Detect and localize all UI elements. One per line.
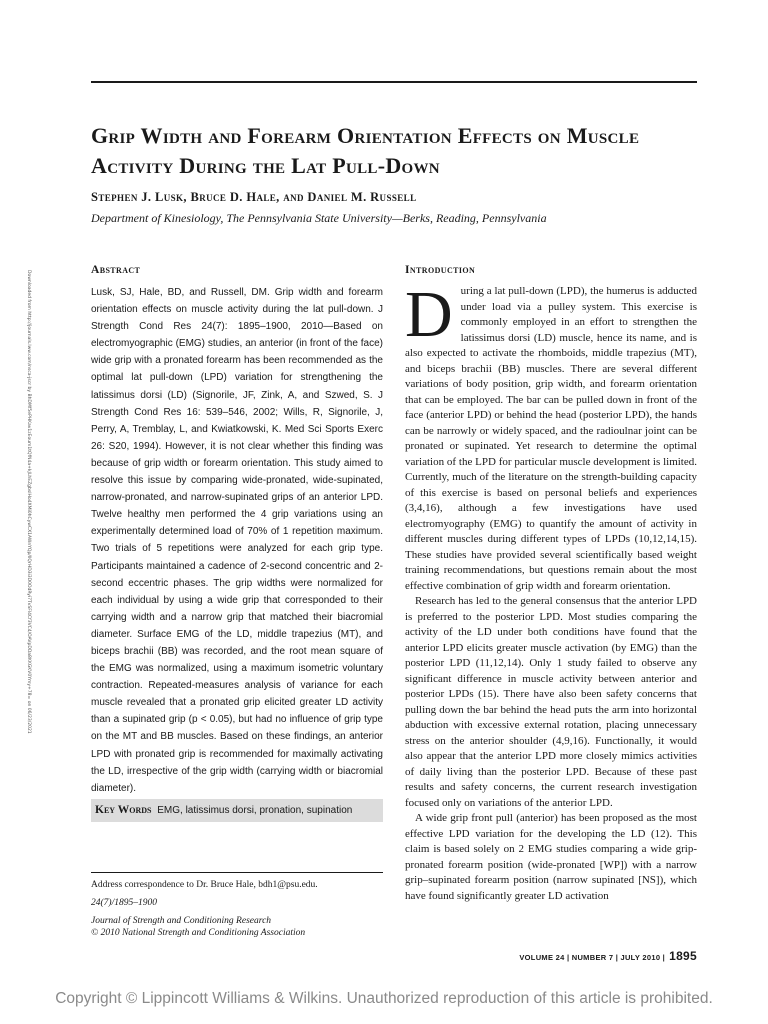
page-footer: [519, 949, 697, 963]
affiliation: Department of Kinesiology, The Pennsylvania State University—Berks, Reading, Pennsylvania: [91, 211, 547, 225]
copyright-notice: © 2010 National Strength and Conditioning Association: [91, 928, 306, 938]
download-side-note: Downloaded from http://journals.lww.com/nsca-jscr by BhDMf5ePHKav1zEoum1tQfN4a+kJLhEZgbsIHo4XMi0hCywCX1AWnYQp/IlQrHD3i3D0OdRyi7TvSFl4Cf3VC4/OAVpDDa8KKGKV0Ymy+78= on 06/23/2021: [26, 270, 31, 734]
introduction-column: [405, 264, 697, 904]
intro-paragraph-1: [405, 278, 697, 594]
key-words-label: Key Words: [95, 804, 152, 816]
key-words-box: [91, 799, 383, 822]
intro-paragraph-3: A wide grip front pull (anterior) has been proposed as the most effective LPD variation for the developing the LD (12). This claim is based solely on 2 EMG studies comparing a wide grip-pronated forearm position (wide-pronated [WP]) with a narrow grip–supinated forearm position (narrow supinated [NS]), which have found significantly greater LD activation: [405, 812, 697, 902]
correspondence-address: Address correspondence to Dr. Bruce Hale, bdh1@psu.edu.: [91, 880, 318, 890]
key-words-text: EMG, latissimus dorsi, pronation, supination: [157, 805, 353, 816]
author-list: Stephen J. Lusk, Bruce D. Hale, and Daniel M. Russell: [91, 190, 417, 204]
footnote-rule: [91, 872, 383, 873]
copyright-watermark: Copyright © Lippincott Williams & Wilkins. Unauthorized reproduction of this article is prohibited.: [55, 990, 713, 1007]
issue-info: VOLUME 24 | NUMBER 7 | JULY 2010 |: [519, 953, 666, 962]
page-number: 1895: [669, 949, 697, 963]
intro-paragraph-2: Research has led to the general consensus that the anterior LPD is preferred to the posterior LPD. Most studies comparing the activity of the LD under both conditions have found that the anterior LPD elicits greater muscle activation (by EMG) than the posterior LPD (11,12,14). Only 1 study failed to observe any significant difference in muscle activity between anterior and posterior LPDs (15). There have also been safety concerns that pulling down the bar behind the head puts the arm into horizontal abduction with excessive external rotation, placing unnecessary stress on the anterior shoulder (4,9,16). Functionally, it would also appear that the anterior LPD more closely mimics activities of daily living than the posterior LPD. Because of these past results and safety concerns, the current research investigation focused only on variations of the anterior LPD.: [405, 595, 697, 809]
top-rule: [91, 81, 697, 83]
citation-line: 24(7)/1895–1900: [91, 898, 157, 908]
intro-p1-text: uring a lat pull-down (LPD), the humerus is adducted under load via a pulley system. This exercise is commonly employed in an effort to strengthen the latissimus dorsi (LD) muscle, hence its name, and is also expected to activate the rhomboids, middle trapezius (MT), and biceps brachii (BB) muscles. There are several different variations of body position, grip width, and forearm orientation that can be employed. The bar can be pulled down in front of the face (anterior LPD) or behind the head (posterior LPD), the hands can be narrowly or widely spaced, and the radioulnar joint can be pronated or supinated. Yet research to determine the optimal variation of the LPD for particular muscle development is limited. Currently, much of the literature on the strength-building capacity of this exercise is based on personal beliefs and experiences (3,4,16), although a few investigations have used electromyography (EMG) to quantify the amount of activity in different muscles during different types of LPDs (10,12,14,15). These studies have provided several scientifically based weight training recommendations, but questions remain about the most effective combination of grip width and forearm orientation.: [405, 285, 697, 592]
abstract-text: Lusk, SJ, Hale, BD, and Russell, DM. Grip width and forearm orientation effects on muscle activity during the lat pull-down. J Strength Cond Res 24(7): 1895–1900, 2010—Based on electromyographic (EMG) studies, an anterior (in front of the face) wide grip with a pronated forearm has been recommended as the optimal lat pull-down (LPD) variation for strengthening the latissimus dorsi (LD) (Signorile, JF, Zink, A, and Szwed, S. J Strength Cond Res 16: 539–546, 2002; Wills, R, Signorile, J, Perry, A, Tremblay, L, and Kwiatkowski, K. Med Sci Sports Exerc 26: S20, 1994). However, it is not clear whether this finding was because of grip width or forearm orientation. This study aimed to resolve this issue by comparing wide-pronated, wide-supinated, narrow-pronated, and narrow-supinated grips of an anterior LPD. Twelve healthy men performed the 4 grip variations using an experimentally determined load of 70% of 1 repetition maximum. Two trials of 5 repetitions were analyzed for each grip type. Participants maintained a cadence of 2-second concentric and 2-second eccentric phases. The grip widths were normalized for each individual by using a wide grip that corresponded to their carrying width and a narrow grip that matched their biacromial diameter. Surface EMG of the LD, middle trapezius (MT), and biceps brachii (BB) was recorded, and the root mean square of the EMG was normalized, using a maximum isometric voluntary contraction. Repeated-measures analysis of variance for each muscle revealed that a pronated grip elicited greater LD activity than a supinated grip (p < 0.05), but had no influence of grip type on the MT and BB muscles. Based on these findings, an anterior LPD with pronated grip is recommended for maximally activating the LD, irrespective of the grip width (carrying width or biacromial diameter).: [91, 287, 383, 794]
journal-name: Journal of Strength and Conditioning Research: [91, 916, 272, 926]
introduction-heading: Introduction: [405, 264, 476, 276]
article-title: Grip Width and Forearm Orientation Effects on Muscle Activity During the Lat Pull-Down: [91, 123, 640, 178]
drop-cap: D: [405, 278, 453, 351]
abstract-column: [91, 264, 383, 797]
abstract-heading: Abstract: [91, 264, 141, 276]
